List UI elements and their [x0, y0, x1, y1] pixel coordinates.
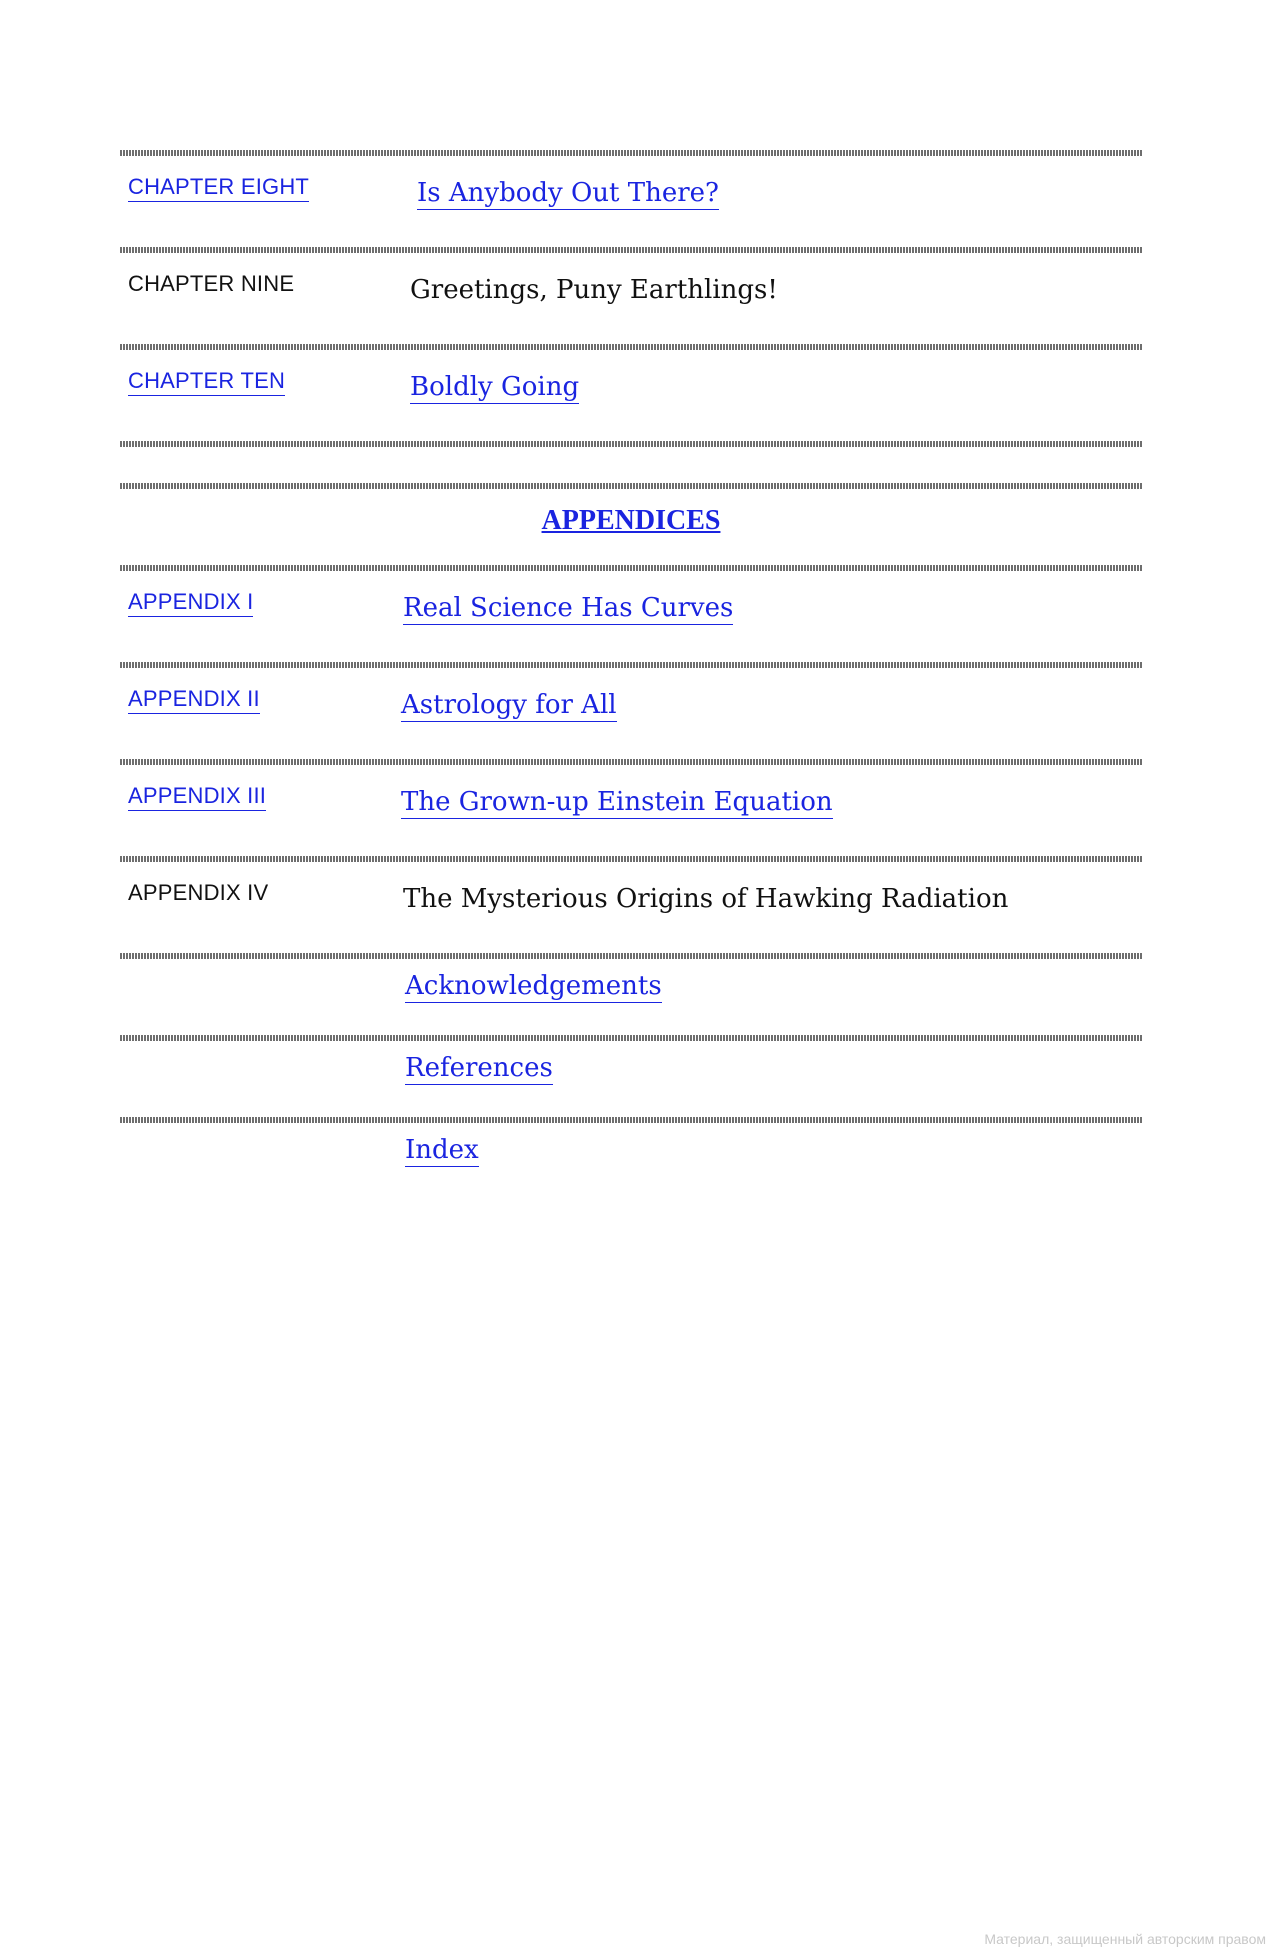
- appendix-iii-label-link[interactable]: APPENDIX III: [128, 783, 266, 811]
- chapter-nine-title: Greetings, Puny Earthlings!: [410, 275, 778, 305]
- index-link[interactable]: Index: [405, 1135, 479, 1165]
- chapter-ten-title-link[interactable]: Boldly Going: [410, 372, 580, 402]
- appendices-heading-link[interactable]: APPENDICES: [541, 505, 721, 536]
- toc-row-appendix-i: [120, 571, 1142, 662]
- dotted-divider: [120, 441, 1142, 447]
- table-of-contents: [120, 150, 1142, 1199]
- appendix-ii-label-link[interactable]: APPENDIX II: [128, 686, 260, 714]
- chapter-eight-label-link[interactable]: CHAPTER EIGHT: [128, 174, 309, 202]
- chapter-nine-label: CHAPTER NINE: [128, 271, 295, 296]
- toc-row-chapter-eight: [120, 156, 1142, 247]
- appendix-i-title-link[interactable]: Real Science Has Curves: [403, 593, 734, 623]
- appendix-iv-label: APPENDIX IV: [128, 880, 269, 905]
- toc-row-index: [120, 1123, 1142, 1199]
- chapter-ten-label-link[interactable]: CHAPTER TEN: [128, 368, 285, 396]
- toc-row-appendix-iv: [120, 862, 1142, 953]
- acknowledgements-link[interactable]: Acknowledgements: [405, 971, 662, 1001]
- toc-row-chapter-ten: [120, 350, 1142, 441]
- toc-row-chapter-nine: [120, 253, 1142, 344]
- toc-row-references: [120, 1041, 1142, 1117]
- appendix-iv-title: The Mysterious Origins of Hawking Radiation: [403, 884, 1009, 914]
- toc-row-appendix-ii: [120, 668, 1142, 759]
- toc-row-appendix-iii: [120, 765, 1142, 856]
- chapter-eight-title-link[interactable]: Is Anybody Out There?: [417, 178, 719, 208]
- appendix-i-label-link[interactable]: APPENDIX I: [128, 589, 253, 617]
- toc-row-acknowledgements: [120, 959, 1142, 1035]
- appendix-iii-title-link[interactable]: The Grown-up Einstein Equation: [401, 787, 833, 817]
- appendix-ii-title-link[interactable]: Astrology for All: [401, 690, 617, 720]
- references-link[interactable]: References: [405, 1053, 553, 1083]
- copyright-watermark: Материал, защищенный авторским правом: [984, 1931, 1266, 1947]
- appendices-heading-row: [120, 489, 1142, 565]
